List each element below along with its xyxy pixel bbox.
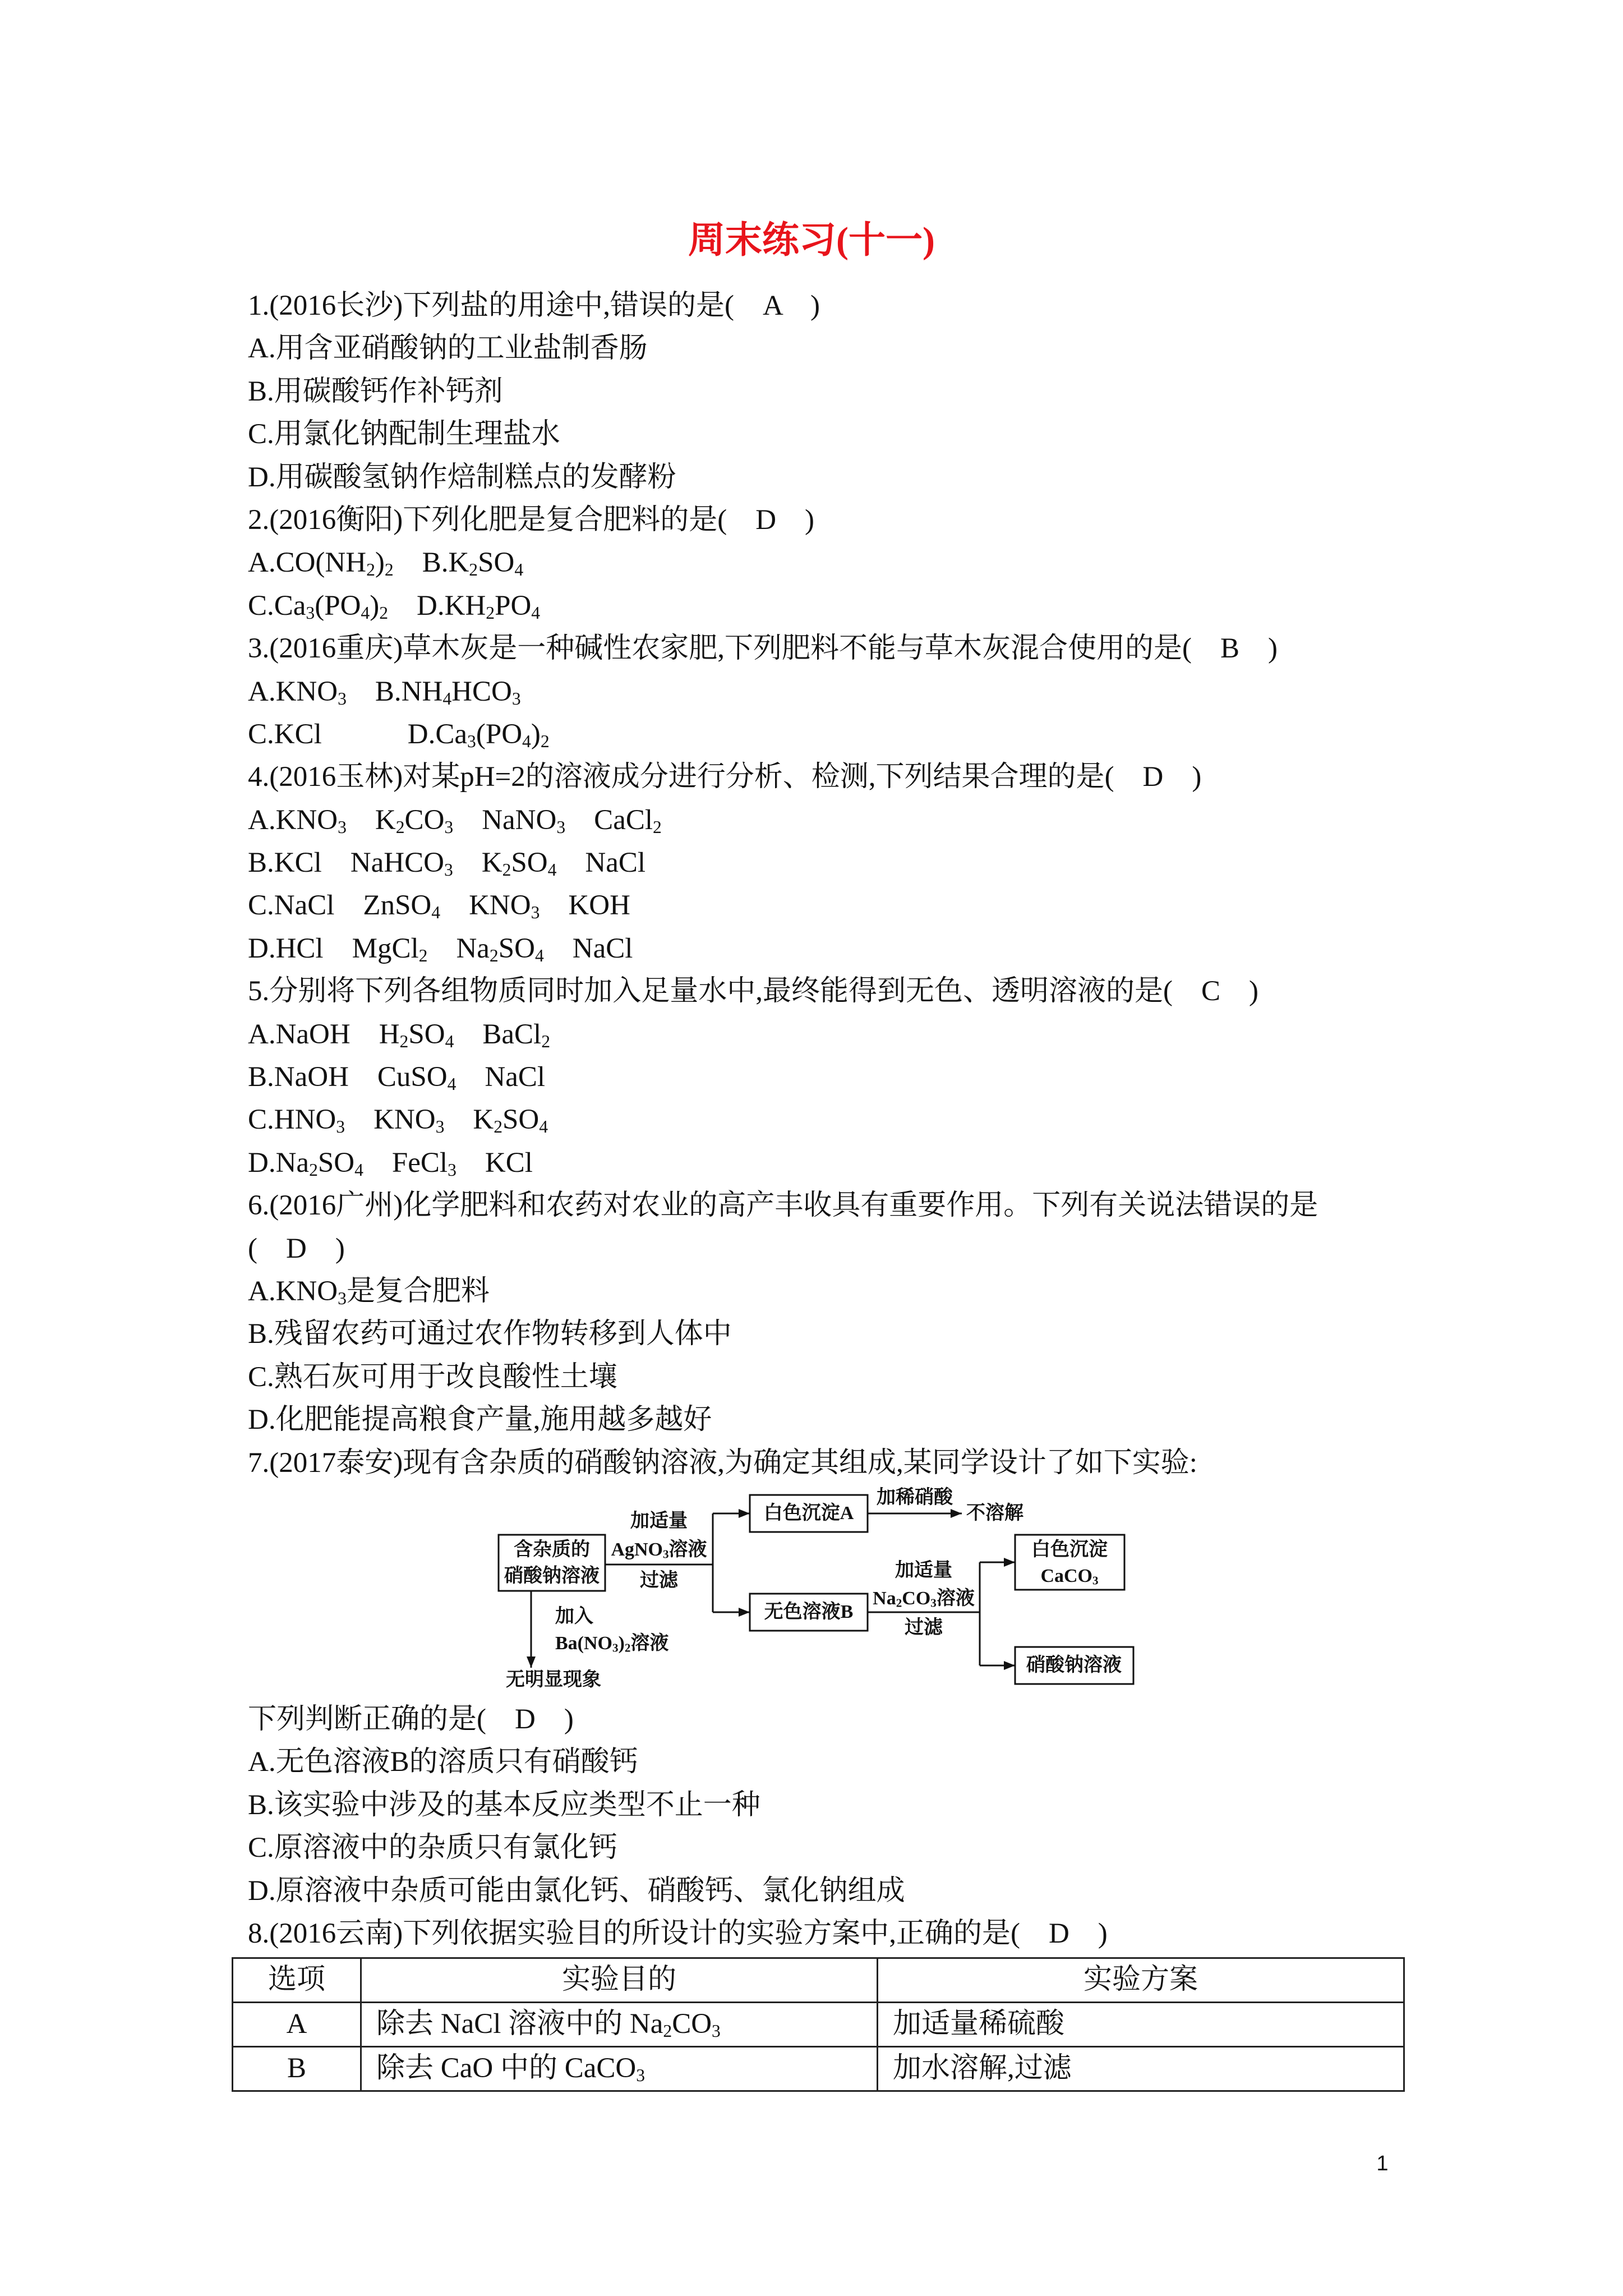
q1-option-b: B.用碳酸钙作补钙剂 xyxy=(248,375,503,407)
q5-option-d: $D.Na_2SO_4$ FeCl$_3$ KCl xyxy=(248,1147,533,1180)
q1-stem: 1.(2016长沙)下列盐的用途中,错误的是( A ) xyxy=(248,290,820,321)
q4-stem: 4.(2016玉林)对某pH=2的溶液成分进行分析、检测,下列结果合理的是( D ) xyxy=(248,761,1202,793)
box-c-line-2: CaCO$_3$ xyxy=(1040,1566,1099,1588)
step1-label-3: 过滤 xyxy=(640,1570,678,1591)
q3-stem: 3.(2016重庆)草木灰是一种碱性农家肥,下列肥料不能与草木灰混合使用的是( B ) xyxy=(248,633,1278,665)
box-a-label: 白色沉淀A xyxy=(763,1503,854,1524)
table-row xyxy=(233,2003,1404,2047)
q3-options-line-2: C.KCl $D.Ca_3(PO_4)_2$ xyxy=(248,718,550,751)
q5-option-b: B.NaOH CuSO$_4$ NaCl xyxy=(248,1061,546,1094)
q7-option-d: D.原溶液中杂质可能由氯化钙、硝酸钙、氯化钠组成 xyxy=(248,1875,905,1907)
q6-option-b: B.残留农药可通过农作物转移到人体中 xyxy=(248,1318,732,1350)
q5-stem: 5.分别将下列各组物质同时加入足量水中,最终能得到无色、透明溶液的是( C ) xyxy=(248,976,1258,1007)
header-plan: 实验方案 xyxy=(878,1958,1404,2003)
q8-stem: 8.(2016云南)下列依据实验目的所设计的实验方案中,正确的是( D ) xyxy=(248,1917,1108,1949)
q2-options-line-1: $A.CO(NH_2)_2$ $B.K_2SO_4$ xyxy=(248,547,524,580)
q6-stem: 6.(2016广州)化学肥料和农药对农业的高产丰收具有重要作用。下列有关说法错误的是 xyxy=(248,1190,1318,1222)
q5-option-c: $C.HNO_3$ $KNO_3$ $K_2SO_4$ xyxy=(248,1104,548,1137)
box-d-label: 硝酸钠溶液 xyxy=(1026,1655,1122,1676)
q4-option-d: D.HCl MgCl$_2$ $Na_2SO_4$ NaCl xyxy=(248,932,633,965)
header-purpose: 实验目的 xyxy=(361,1958,878,2003)
q7-prompt: 下列判断正确的是( D ) xyxy=(248,1704,574,1735)
step2-label-2: $Na_2CO_3$溶液 xyxy=(873,1588,975,1610)
start-box-line-1: 含杂质的 xyxy=(514,1539,590,1560)
row-a-purpose: 除去 NaCl 溶液中的 $Na_2CO_3$ xyxy=(361,2003,878,2047)
table-header-row xyxy=(233,1958,1404,2003)
q7-option-c: C.原溶液中的杂质只有氯化钙 xyxy=(248,1832,617,1864)
experiment-flowchart xyxy=(477,1487,1150,1700)
step1-label-2: AgNO$_3$溶液 xyxy=(611,1539,707,1561)
q2-stem: 2.(2016衡阳)下列化肥是复合肥料的是( D ) xyxy=(248,504,815,536)
step-a-label: 加稀硝酸 xyxy=(877,1487,953,1508)
q1-option-d: D.用碳酸氢钠作焙制糕点的发酵粉 xyxy=(248,461,676,493)
q4-option-a: $A.KNO_3$ $K_2CO_3$ NaNO$_3$ CaCl$_2$ xyxy=(248,804,662,837)
q3-options-line-1: $A.KNO_3$ $B.NH_4HCO_3$ xyxy=(248,675,521,708)
start-box-line-2: 硝酸钠溶液 xyxy=(504,1566,600,1586)
q4-option-b: B.KCl NaHCO$_3$ $K_2SO_4$ NaCl xyxy=(248,847,646,880)
row-b-option: B xyxy=(233,2047,361,2091)
header-option: 选项 xyxy=(233,1958,361,2003)
q7-option-a: A.无色溶液B的溶质只有硝酸钙 xyxy=(248,1746,638,1778)
row-a-option: A xyxy=(233,2003,361,2047)
q4-option-c: C.NaCl ZnSO$_4$ $KNO_3$ KOH xyxy=(248,890,630,923)
row-b-plan: 加水溶解,过滤 xyxy=(878,2047,1404,2091)
step2-label-3: 过滤 xyxy=(905,1617,943,1638)
row-a-plan: 加适量稀硫酸 xyxy=(878,2003,1404,2047)
step1-label-1: 加适量 xyxy=(630,1511,688,1531)
box-b-label: 无色溶液B xyxy=(764,1602,854,1622)
q6-option-d: D.化肥能提高粮食产量,施用越多越好 xyxy=(248,1404,712,1436)
questions-7-8-continued xyxy=(248,1698,1538,1955)
q6-option-c: C.熟石灰可用于改良酸性土壤 xyxy=(248,1361,617,1393)
q2-options-line-2: $C.Ca_3(PO_4)_2$ $D.KH_2PO_4$ xyxy=(248,590,541,623)
q1-option-c: C.用氯化钠配制生理盐水 xyxy=(248,418,560,450)
box-c-line-1: 白色沉淀 xyxy=(1031,1539,1108,1560)
result-3-label: 无明显现象 xyxy=(506,1669,601,1690)
result-a-label: 不溶解 xyxy=(966,1503,1023,1524)
questions-1-to-7 xyxy=(248,284,1538,1484)
q7-option-b: B.该实验中涉及的基本反应类型不止一种 xyxy=(248,1789,760,1821)
q7-stem: 7.(2017泰安)现有含杂质的硝酸钠溶液,为确定其组成,某同学设计了如下实验: xyxy=(248,1447,1197,1479)
step3-label-1: 加入 xyxy=(555,1606,593,1627)
q6-answer: ( D ) xyxy=(248,1232,345,1264)
row-b-purpose: 除去 CaO 中的 CaCO$_3$ xyxy=(361,2047,878,2091)
page-title: 周末练习(十一) xyxy=(688,220,935,261)
table-row xyxy=(233,2047,1404,2091)
page-number: 1 xyxy=(1376,2152,1389,2175)
step3-label-2: $Ba(NO_3)_2$溶液 xyxy=(555,1633,669,1655)
q1-option-a: A.用含亚硝酸钠的工业盐制香肠 xyxy=(248,333,648,365)
q6-option-a: $A.KNO_3$是复合肥料 xyxy=(248,1275,490,1308)
q8-table xyxy=(232,1957,1405,2092)
q5-option-a: A.NaOH $H_2SO_4$ BaCl$_2$ xyxy=(248,1018,551,1051)
step2-label-1: 加适量 xyxy=(895,1560,952,1581)
